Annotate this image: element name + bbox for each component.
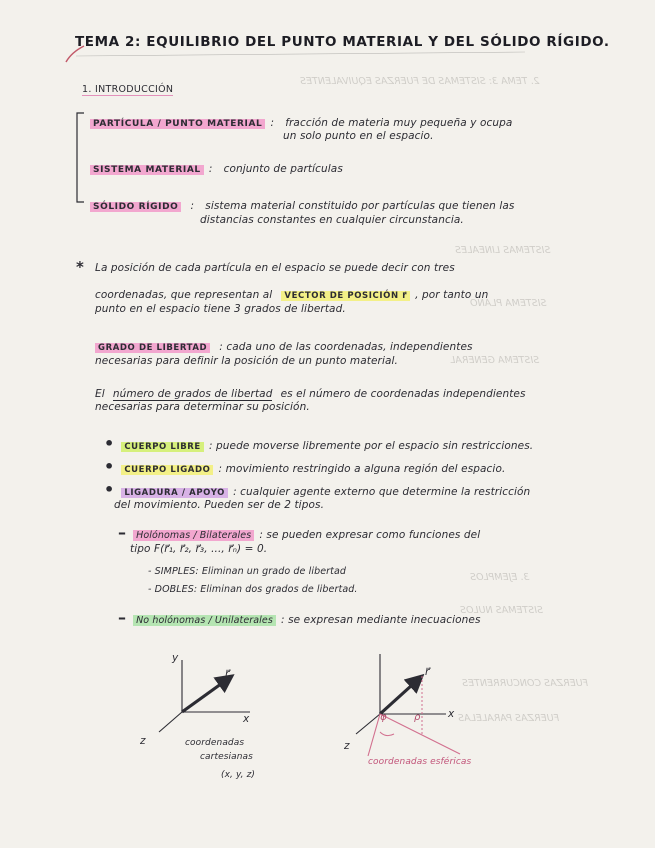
position-vector (182, 676, 232, 712)
holonomas-dobles: - DOBLES: Eliminan dos grados de libertad. (148, 584, 358, 595)
definition-text: sistema material constituido por partículas que tienen las (205, 200, 515, 212)
page-title: TEMA 2: EQUILIBRIO DEL PUNTO MATERIAL Y DEL SÓLIDO RÍGIDO. (75, 34, 610, 50)
bullet-text: : cualquier agente externo que determine la restricción (233, 486, 531, 498)
highlight-vector-posicion: VECTOR DE POSICIÓN r⃗ (281, 291, 410, 301)
grado-line: necesarias para determinar su posición. (95, 401, 310, 413)
bullet-text: : movimiento restringido a alguna región del espacio. (218, 463, 506, 475)
spherical-axes-figure (350, 646, 510, 766)
caption-spherical: coordenadas esféricas (368, 757, 472, 767)
x-axis-label: x (243, 713, 250, 725)
y-axis-label: y (172, 652, 179, 664)
position-vector (380, 676, 422, 714)
holonomas-simples: - SIMPLES: Eliminan un grado de libertad (148, 566, 347, 577)
definition-text: fracción de materia muy pequeña y ocupa (285, 117, 513, 129)
bleed-through-text: FUERZAS CONCURRENTES (462, 678, 589, 689)
grado-libertad-definition: GRADO DE LIBERTAD : cada uno de las coordenadas, independientes (95, 335, 473, 354)
definition-particula: PARTÍCULA / PUNTO MATERIAL : fracción de materia muy pequeña y ocupa (90, 111, 512, 130)
definition-solido: SÓLIDO RÍGIDO : sistema material constituido por partículas que tienen las (90, 194, 514, 213)
bullet-term: CUERPO LIGADO (121, 465, 213, 475)
no-holonomas-item: – No holónomas / Unilaterales : se expresan mediante inecuaciones (118, 608, 481, 627)
caption-line: (x, y, z) (221, 770, 256, 780)
bullet-cuerpo-libre: • CUERPO LIBRE : puede moverse libremente por el espacio sin restricciones. (104, 434, 534, 453)
definition-term: SÓLIDO RÍGIDO (90, 202, 181, 212)
bleed-through-text: SISTEMA GENERAL (450, 355, 540, 366)
z-axis-label: z (344, 740, 350, 752)
bleed-through-text: 2. TEMA 3: SISTEMAS DE FUERZAS EQUIVALENTES (300, 76, 540, 87)
holonomas-item: – Holónomas / Bilaterales : se pueden expresar como funciones del (118, 523, 481, 542)
x-axis-label: x (448, 708, 455, 720)
underlined-term: número de grados de libertad (112, 388, 273, 400)
bullet-ligadura: • LIGADURA / APOYO : cualquier agente externo que determine la restricción (104, 480, 531, 499)
grado-line: necesarias para definir la posición de un punto material. (95, 355, 398, 367)
bleed-through-text: FUERZAS PARALELAS (458, 713, 560, 724)
bullet-term: LIGADURA / APOYO (121, 488, 228, 498)
section-heading: 1. INTRODUCCIÓN (82, 84, 174, 95)
bleed-through-text: SISTEMAS NULOS (460, 605, 543, 616)
phi-label: φ (380, 712, 387, 723)
grado-line: El número de grados de libertad es el número de coordenadas independientes (95, 388, 526, 400)
projection-line (368, 714, 380, 756)
bleed-through-text: 3. EJEMPLOS (470, 572, 530, 583)
definition-term: GRADO DE LIBERTAD (95, 343, 210, 353)
bullet-term: CUERPO LIBRE (121, 442, 204, 452)
caption-line: cartesianas (200, 752, 253, 762)
rho-label: ρ (414, 712, 421, 723)
definition-term: PARTÍCULA / PUNTO MATERIAL (90, 119, 265, 129)
bleed-through-text: SISTEMAS LINEALES (455, 245, 551, 256)
definition-text: distancias constantes en cualquier circunstancia. (200, 214, 464, 226)
asterisk-mark: * (76, 258, 84, 276)
definition-text: conjunto de partículas (223, 163, 343, 175)
bullet-text: : puede moverse libremente por el espacio sin restricciones. (208, 440, 534, 452)
z-axis (159, 712, 182, 732)
bullet-cuerpo-ligado: • CUERPO LIGADO : movimiento restringido a alguna región del espacio. (104, 457, 506, 476)
vector-label: r⃗ (425, 666, 430, 678)
holonomas-formula: tipo F(r⃗₁, r⃗₂, r⃗₃, ..., r⃗ₙ) = 0. (130, 543, 268, 555)
z-axis-label: z (140, 735, 146, 747)
caption-line: coordenadas (185, 738, 245, 748)
no-holonomas-term: No holónomas / Unilaterales (133, 615, 276, 626)
vector-label: r⃗ (225, 668, 230, 680)
definition-text: un solo punto en el espacio. (283, 130, 434, 142)
holonomas-term: Holónomas / Bilaterales (133, 530, 254, 541)
bleed-through-text: SISTEMA PLANO (470, 298, 547, 309)
definition-term: SISTEMA MATERIAL (90, 165, 204, 175)
z-axis (356, 714, 380, 734)
note-line: punto en el espacio tiene 3 grados de libertad. (95, 303, 346, 315)
angle-arc (380, 732, 394, 736)
note-line: La posición de cada partícula en el espacio se puede decir con tres (95, 262, 455, 274)
note-line: coordenadas, que representan al VECTOR DE POSICIÓN r⃗ , por tanto un (95, 289, 489, 301)
bullet-text: del movimiento. Pueden ser de 2 tipos. (114, 499, 325, 511)
definition-sistema: SISTEMA MATERIAL : conjunto de partículas (90, 157, 343, 176)
